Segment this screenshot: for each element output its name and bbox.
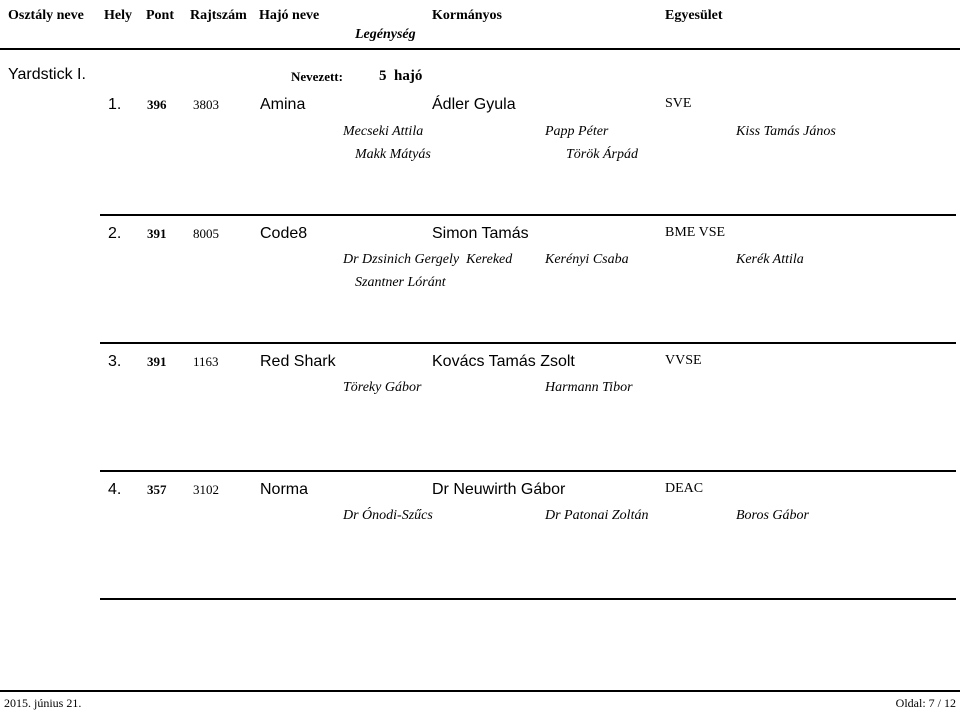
entry-crew-member: Makk Mátyás — [355, 147, 431, 162]
entry-club: BME VSE — [665, 225, 726, 240]
entry-club: SVE — [665, 96, 692, 111]
entry-place: 1. — [108, 96, 122, 113]
entry-place: 3. — [108, 353, 122, 370]
entry-count-unit: hajó — [394, 68, 423, 84]
entry-skipper: Kovács Tamás Zsolt — [432, 353, 575, 370]
entry-pont: 357 — [147, 482, 167, 497]
entry-crew-member: Szantner Lóránt — [355, 275, 446, 290]
entry-divider — [100, 342, 956, 344]
entry-pont: 391 — [147, 226, 167, 241]
entry-rajtszam: 8005 — [193, 226, 219, 241]
header-hajo-neve: Hajó neve — [259, 8, 320, 23]
entry-club: VVSE — [665, 353, 702, 368]
class-name: Yardstick I. — [8, 66, 86, 83]
entry-pont: 391 — [147, 354, 167, 369]
entry-place: 2. — [108, 225, 122, 242]
entry-boat-name: Red Shark — [260, 353, 336, 370]
header-osztaly-neve: Osztály neve — [8, 8, 84, 23]
entry-boat-name: Code8 — [260, 225, 308, 242]
entry-crew-member: Dr Patonai Zoltán — [545, 508, 649, 523]
entry-divider — [100, 470, 956, 472]
entry-rajtszam: 1163 — [193, 354, 219, 369]
entry-crew-member: Papp Péter — [545, 124, 609, 139]
entry-skipper: Simon Tamás — [432, 225, 529, 242]
entry-boat-name: Norma — [260, 481, 309, 498]
footer-date: 2015. június 21. — [4, 696, 82, 710]
footer-divider — [0, 690, 960, 692]
entry-crew-member: Kerék Attila — [736, 252, 804, 267]
entry-crew-member: Boros Gábor — [736, 508, 809, 523]
entry-club: DEAC — [665, 481, 704, 496]
footer-page-number: Oldal: 7 / 12 — [895, 696, 956, 710]
header-divider — [0, 48, 960, 50]
entry-divider — [100, 214, 956, 216]
entry-divider — [100, 598, 956, 600]
header-egyesulet: Egyesület — [665, 8, 723, 23]
entry-skipper: Dr Neuwirth Gábor — [432, 481, 566, 498]
entry-crew-member: Kiss Tamás János — [736, 124, 836, 139]
entry-crew-member: Mecseki Attila — [343, 124, 424, 139]
entry-skipper: Ádler Gyula — [432, 96, 516, 113]
header-hely: Hely — [104, 8, 132, 23]
nevezett-label: Nevezett: — [291, 69, 343, 84]
entry-crew-member: Harmann Tibor — [545, 380, 633, 395]
entry-crew-member: Török Árpád — [566, 147, 638, 162]
entry-place: 4. — [108, 481, 122, 498]
entry-crew-member: Dr Ónodi-Szűcs — [343, 508, 433, 523]
entry-count: 5 — [379, 68, 387, 84]
entry-crew-member: Kerényi Csaba — [545, 252, 629, 267]
entry-rajtszam: 3102 — [193, 482, 219, 497]
entry-boat-name: Amina — [260, 96, 306, 113]
header-pont: Pont — [146, 8, 174, 23]
header-legenyseg: Legénység — [355, 27, 416, 42]
entry-rajtszam: 3803 — [193, 97, 219, 112]
entry-crew-member: Töreky Gábor — [343, 380, 422, 395]
header-rajtszam: Rajtszám — [190, 8, 247, 23]
header-kormanyos: Kormányos — [432, 8, 502, 23]
entry-crew-member: Dr Dzsinich Gergely Kereked — [343, 252, 513, 267]
entry-pont: 396 — [147, 97, 167, 112]
